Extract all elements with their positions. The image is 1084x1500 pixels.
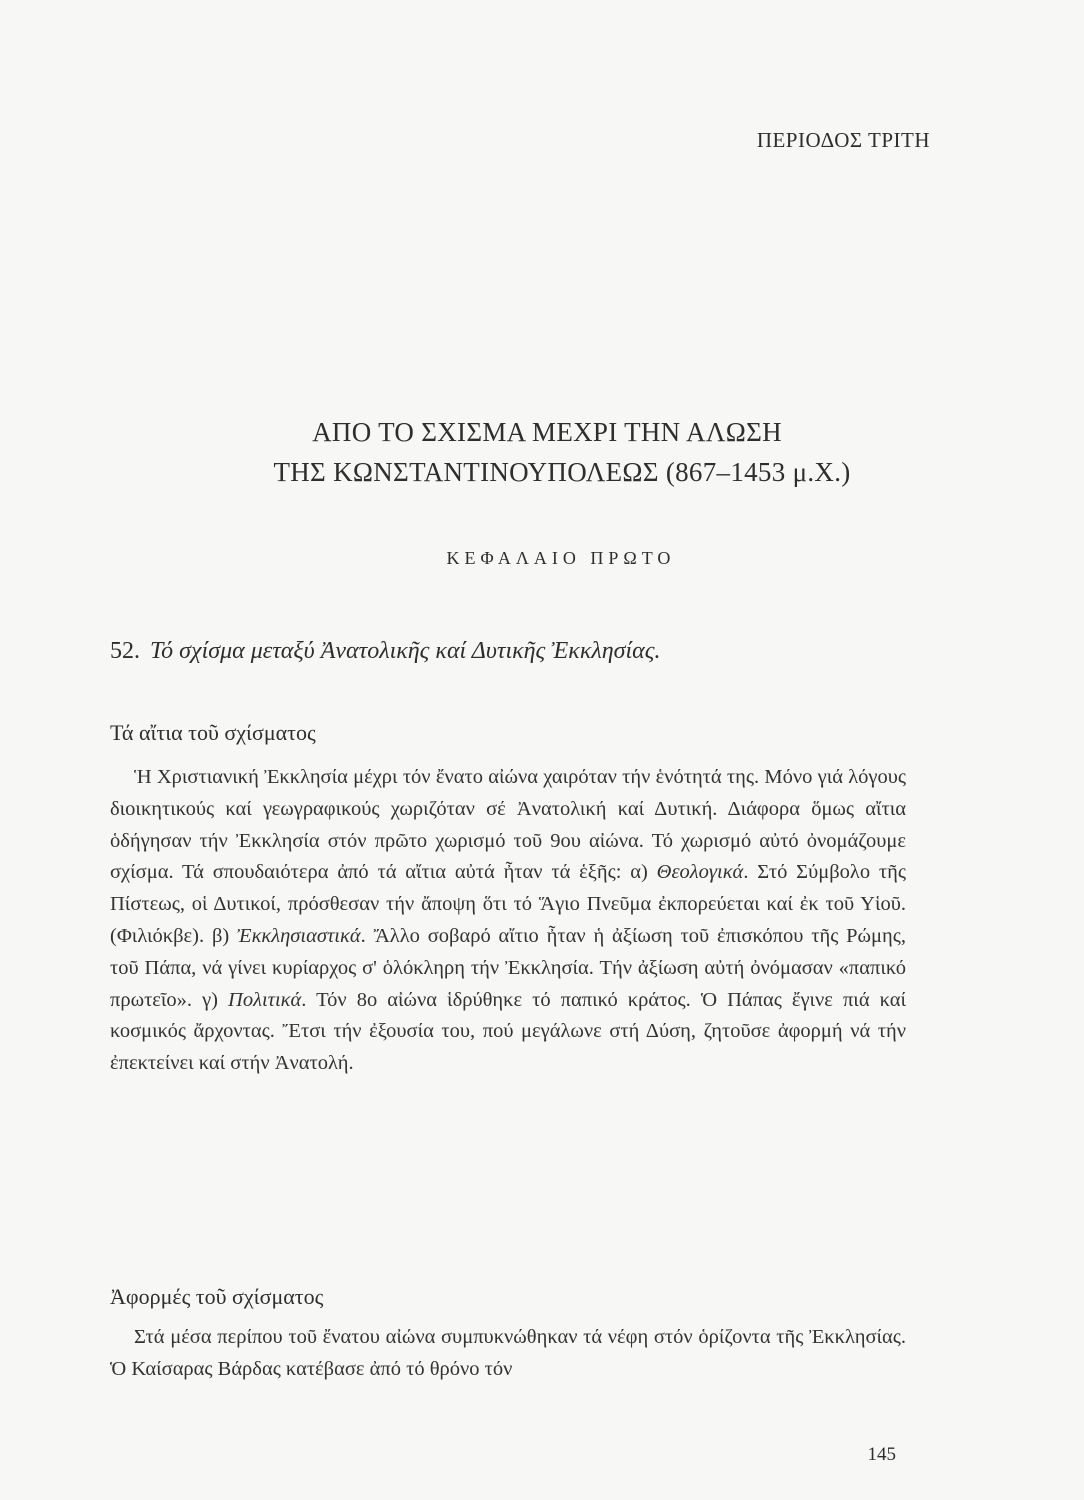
part-title — [0, 412, 1084, 492]
running-head: ΠΕΡΙΟΔΟΣ ΤΡΙΤΗ — [756, 128, 930, 152]
chapter-label: ΚΕΦΑΛΑΙΟ ΠΡΩΤΟ — [446, 548, 676, 568]
paragraph-causes-text-b: . Στό Σύμβολο τῆς Πίστεως, οἱ Δυτικοί, πρόσθεσαν τήν ἄποψη ὅτι τό Ἅγιο Πνεῦμα ἐκπορεύεται καί ἐκ τοῦ Υἱοῦ. (Φιλιόκβε). β) — [110, 861, 906, 947]
subsection-heading-causes: Τά αἴτια τοῦ σχίσματος — [110, 720, 316, 745]
paragraph-causes-em-political: Πολιτικά — [228, 988, 302, 1011]
subsection-heading-occasions: Ἀφορμές τοῦ σχίσματος — [110, 1284, 324, 1309]
section-title-text: Τό σχίσμα μεταξύ Ἀνατολικῆς καί Δυτικῆς Ἐκκλησίας. — [150, 638, 661, 664]
paragraph-causes-em-theological: Θεολογικά — [656, 861, 744, 884]
paragraph-causes — [110, 762, 906, 1080]
paragraph-causes-em-ecclesiastical: Ἐκκλησιαστικά — [237, 924, 361, 947]
section-number: 52. — [110, 638, 140, 664]
paragraph-causes-text-a: Ἡ Χριστιανική Ἐκκλησία μέχρι τόν ἔνατο αἰώνα χαιρόταν τήν ἑνότητά της. Μόνο γιά λόγους διοικητικούς καί γεωγραφικούς χωριζόταν σέ Ἀνατολική καί Δυτική. Διάφορα ὅμως αἴτια ὁδήγησαν τήν Ἐκκλησία στόν πρῶτο χωρισμό τοῦ 9ου αἰώνα. Τό χωρισμό αὐτό ὀνομάζουμε σχίσμα. Τά σπουδαιότερα ἀπό τά αἴτια αὐτά ἦταν τά ἑξῆς: α) — [110, 766, 906, 884]
section-title — [110, 638, 660, 665]
paragraph-causes-text-d: . Τόν 8ο αἰώνα ἱδρύθηκε τό παπικό κράτος. Ὁ Πάπας ἔγινε πιά καί κοσμικός ἄρχοντας. Ἔτσι τήν ἐξουσία του, πού μεγάλωνε στή Δύση, ζητοῦσε ἀφορμή νά τήν ἐπεκτείνει καί στήν Ἀνατολή. — [110, 988, 906, 1075]
part-title-line-2: ΤΗΣ ΚΩΝΣΤΑΝΤΙΝΟΥΠΟΛΕΩΣ (867–1453 μ.Χ.) — [273, 457, 851, 487]
part-title-line-1: ΑΠΟ ΤΟ ΣΧΙΣΜΑ ΜΕΧΡΙ ΤΗΝ ΑΛΩΣΗ — [312, 417, 782, 447]
paragraph-causes-text-c: . Ἄλλο σοβαρό αἴτιο ἦταν ἡ ἀξίωση τοῦ ἐπισκόπου τῆς Ρώμης, τοῦ Πάπα, νά γίνει κυρίαρχος σ' ὁλόκληρη τήν Ἐκκλησία. Τήν ἀξίωση αὐτή ὀνόμασαν «παπικό πρωτεῖο». γ) — [110, 924, 907, 1011]
paragraph-occasions: Στά μέσα περίπου τοῦ ἔνατου αἰώνα συμπυκνώθηκαν τά νέφη στόν ὁρίζοντα τῆς Ἐκκλησίας. Ὁ Καίσαρας Βάρδας κατέβασε ἀπό τό θρόνο τόν — [110, 1326, 906, 1380]
page-number: 145 — [867, 1444, 896, 1465]
